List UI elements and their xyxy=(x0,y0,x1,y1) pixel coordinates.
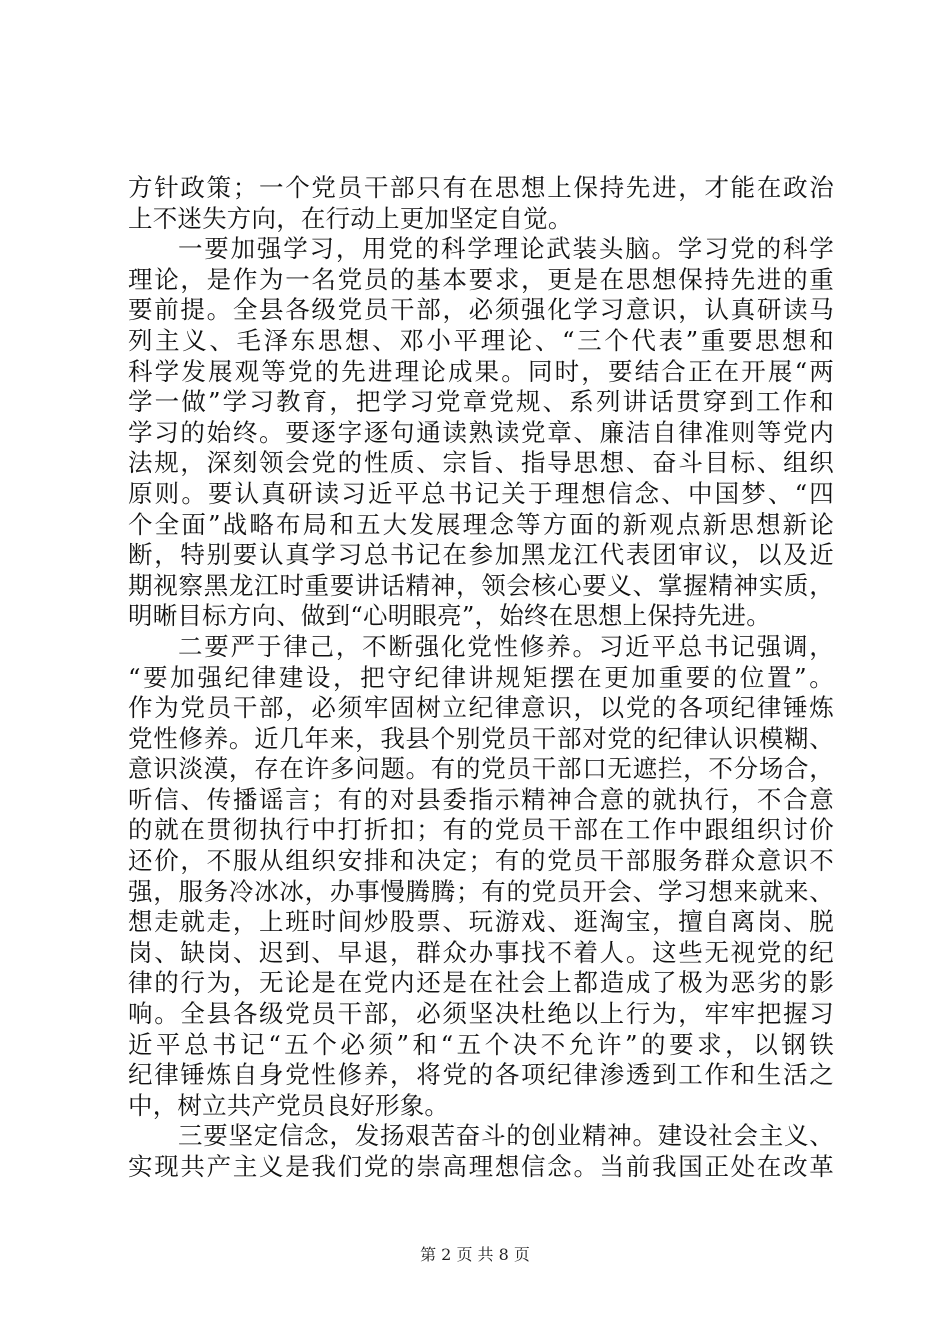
text-line: “要加强纪律建设，把守纪律讲规矩摆在更加重要的位置”。 xyxy=(128,662,834,692)
text-line: 学一做”学习教育，把学习党章党规、系列讲话贯穿到工作和 xyxy=(128,387,834,417)
text-line: 近平总书记“五个必须”和“五个决不允许”的要求，以钢铁 xyxy=(128,1029,834,1059)
text-line: 党性修养。近几年来，我县个别党员干部对党的纪律认识模糊、 xyxy=(128,723,834,753)
text-line: 个全面”战略布局和五大发展理念等方面的新观点新思想新论 xyxy=(128,509,834,539)
text-line: 断，特别要认真学习总书记在参加黑龙江代表团审议，以及近 xyxy=(128,540,834,570)
text-line: 强，服务冷冰冰，办事慢腾腾；有的党员开会、学习想来就来、 xyxy=(128,876,834,906)
text-line: 中，树立共产党员良好形象。 xyxy=(128,1090,450,1120)
text-line: 要前提。全县各级党员干部，必须强化学习意识，认真研读马 xyxy=(128,295,834,325)
text-line: 方针政策；一个党员干部只有在思想上保持先进，才能在政治 xyxy=(128,173,834,202)
page-footer: 第 2 页 共 8 页 xyxy=(420,1245,530,1264)
text-line: 学习的始终。要逐字逐句通读熟读党章、廉洁自律准则等党内 xyxy=(128,417,834,447)
text-line: 二要严于律己，不断强化党性修养。习近平总书记强调， xyxy=(178,631,834,661)
text-line: 实现共产主义是我们党的崇高理想信念。当前我国正处在改革 xyxy=(128,1152,834,1181)
text-line: 期视察黑龙江时重要讲话精神，领会核心要义、掌握精神实质， xyxy=(128,570,834,600)
text-line: 三要坚定信念，发扬艰苦奋斗的创业精神。建设社会主义、 xyxy=(178,1121,834,1151)
text-line: 听信、传播谣言；有的对县委指示精神合意的就执行，不合意 xyxy=(128,784,834,814)
text-line: 上不迷失方向，在行动上更加坚定自觉。 xyxy=(128,203,573,233)
text-line: 明晰目标方向、做到“心明眼亮”，始终在思想上保持先进。 xyxy=(128,601,771,631)
text-line: 响。全县各级党员干部，必须坚决杜绝以上行为，牢牢把握习 xyxy=(128,999,834,1029)
text-line: 作为党员干部，必须牢固树立纪律意识，以党的各项纪律锤炼 xyxy=(128,693,834,723)
text-line: 列主义、毛泽东思想、邓小平理论、“三个代表”重要思想和 xyxy=(128,325,834,355)
text-line: 原则。要认真研读习近平总书记关于理想信念、中国梦、“四 xyxy=(128,478,834,508)
text-line: 的就在贯彻执行中打折扣；有的党员干部在工作中跟组织讨价 xyxy=(128,815,834,845)
text-line: 想走就走，上班时间炒股票、玩游戏、逛淘宝，擅自离岗、脱 xyxy=(128,907,834,937)
text-line: 意识淡漠，存在许多问题。有的党员干部口无遮拦，不分场合， xyxy=(128,754,834,784)
text-line: 律的行为，无论是在党内还是在社会上都造成了极为恶劣的影 xyxy=(128,968,834,998)
text-line: 科学发展观等党的先进理论成果。同时，要结合正在开展“两 xyxy=(128,356,834,386)
text-line: 一要加强学习，用党的科学理论武装头脑。学习党的科学 xyxy=(178,234,834,264)
text-line: 理论，是作为一名党员的基本要求，更是在思想保持先进的重 xyxy=(128,264,834,294)
text-line: 纪律锤炼自身党性修养，将党的各项纪律渗透到工作和生活之 xyxy=(128,1060,834,1090)
text-line: 岗、缺岗、迟到、早退，群众办事找不着人。这些无视党的纪 xyxy=(128,937,834,967)
document-body xyxy=(128,173,834,1183)
text-line: 法规，深刻领会党的性质、宗旨、指导思想、奋斗目标、组织 xyxy=(128,448,834,478)
text-line: 还价，不服从组织安排和决定；有的党员干部服务群众意识不 xyxy=(128,846,834,876)
